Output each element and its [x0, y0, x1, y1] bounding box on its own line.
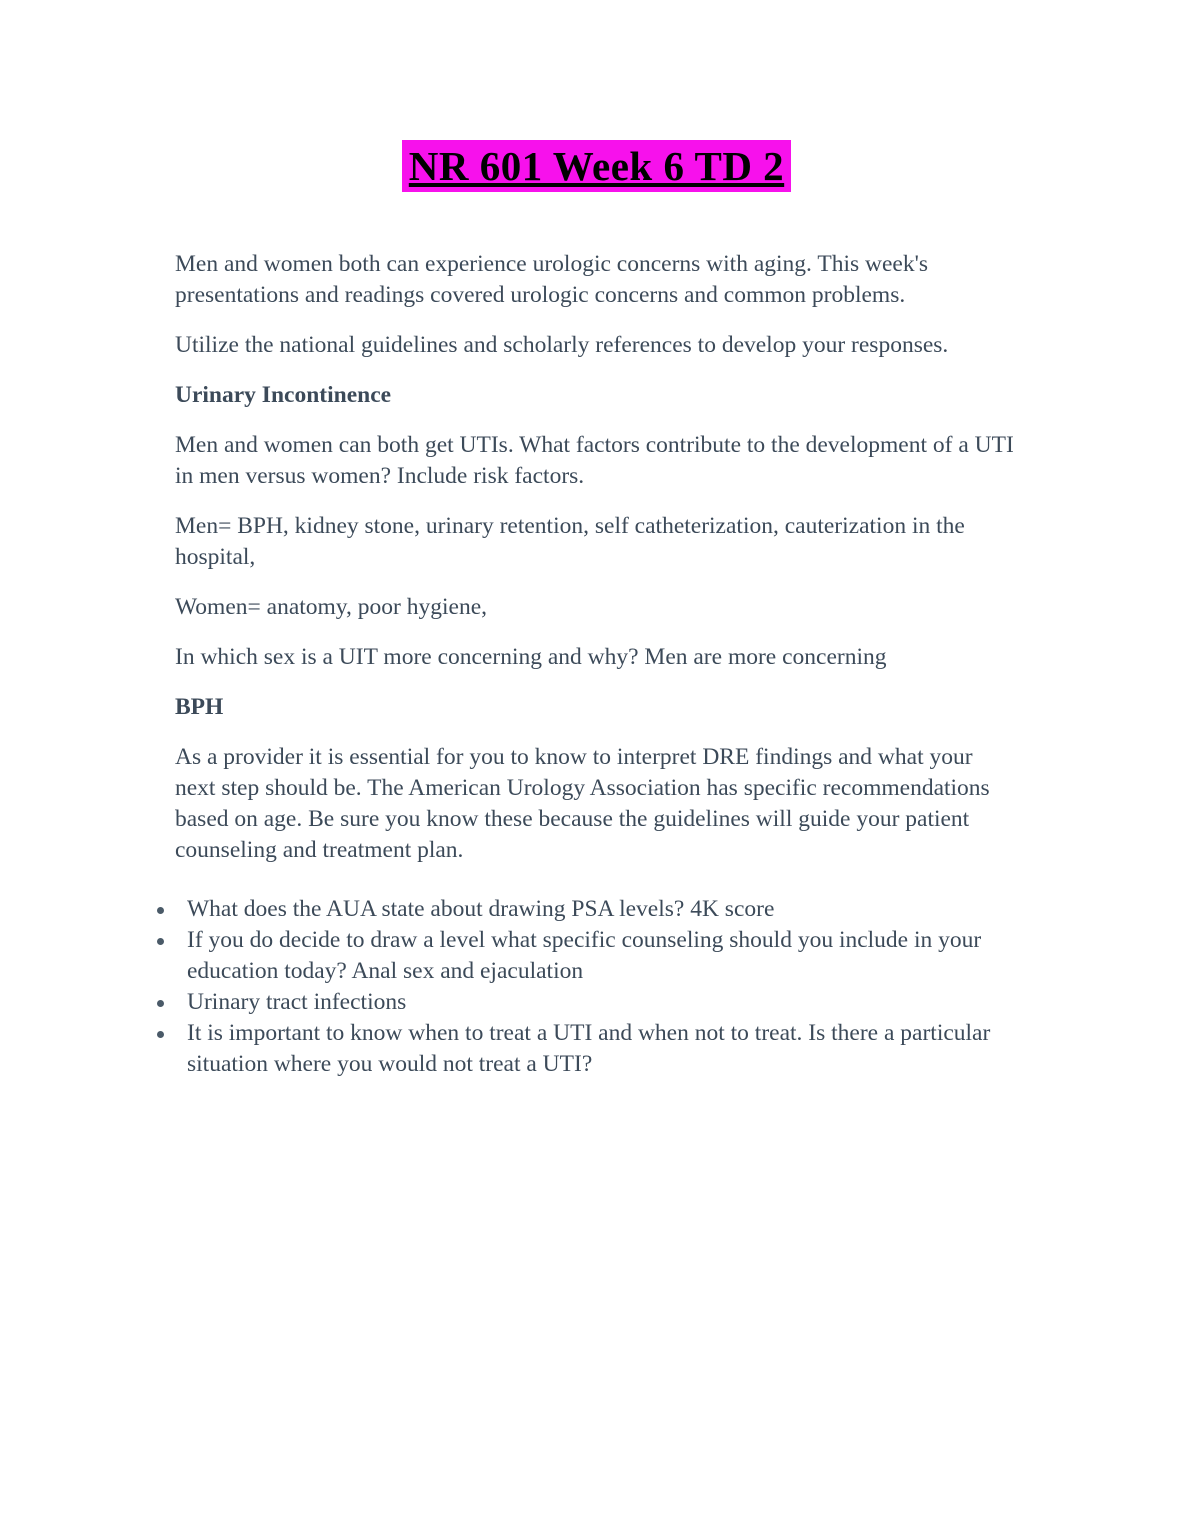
- heading-bph: BPH: [175, 694, 224, 720]
- document-body: [175, 249, 1018, 1080]
- document-title: NR 601 Week 6 TD 2: [402, 140, 791, 192]
- bullet-list: [155, 894, 1018, 1080]
- list-item: [155, 987, 1018, 1018]
- heading-urinary-incontinence: Urinary Incontinence: [175, 382, 392, 408]
- list-item: [155, 894, 1018, 925]
- bullet-icon: [157, 1000, 164, 1007]
- list-item-text: Urinary tract infections: [187, 989, 407, 1015]
- paragraph-uti-question: Men and women can both get UTIs. What factors contribute to the development of a UTI in men versus women? Include risk factors.: [175, 432, 1014, 489]
- paragraph-intro-2: Utilize the national guidelines and scholarly references to develop your responses.: [175, 332, 949, 358]
- paragraph-bph: As a provider it is essential for you to know to interpret DRE findings and what your next step should be. The American Urology Association has specific recommendations based on age. Be sure you know these because the guidelines will guide your patient counseling and treatment plan.: [175, 744, 990, 863]
- bullet-icon: [157, 938, 164, 945]
- list-item-text: If you do decide to draw a level what specific counseling should you include in your education today? Anal sex and ejaculation: [187, 927, 982, 984]
- paragraph-women-answer: Women= anatomy, poor hygiene,: [175, 594, 487, 620]
- list-item-text: What does the AUA state about drawing PSA levels? 4K score: [187, 896, 775, 922]
- title-row: [175, 140, 1018, 192]
- list-item: [155, 1018, 1018, 1080]
- bullet-icon: [157, 907, 164, 914]
- bullet-icon: [157, 1031, 164, 1038]
- paragraph-intro-1: Men and women both can experience urologic concerns with aging. This week's presentations and readings covered urologic concerns and common problems.: [175, 251, 928, 308]
- paragraph-concern-question: In which sex is a UIT more concerning and why? Men are more concerning: [175, 644, 887, 670]
- paragraph-men-answer: Men= BPH, kidney stone, urinary retention, self catheterization, cauterization in the hospital,: [175, 513, 965, 570]
- list-item-text: It is important to know when to treat a UTI and when not to treat. Is there a particular situation where you would not treat a UTI?: [187, 1020, 991, 1077]
- list-item: [155, 925, 1018, 987]
